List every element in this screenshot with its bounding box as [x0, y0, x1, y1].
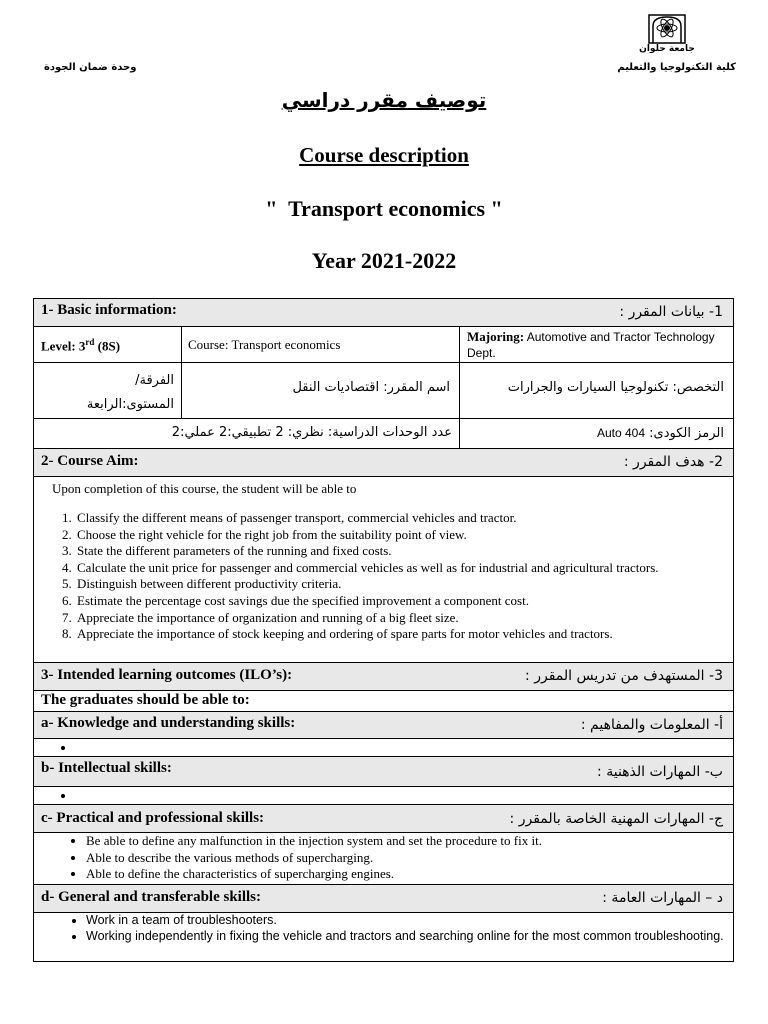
majoring-en: Majoring: Automotive and Tractor Technology Dept. — [467, 329, 715, 360]
general-heading-en: d- General and transferable skills: — [41, 889, 261, 905]
list-item — [76, 788, 716, 805]
general-heading-ar: د – المهارات العامة : — [602, 890, 723, 906]
general-list — [34, 913, 726, 944]
intellectual-heading-en: b- Intellectual skills: — [41, 760, 172, 776]
arabic-title: توصيف مقرر دراسي — [281, 88, 487, 112]
intellectual-content — [34, 787, 733, 805]
practical-heading-row — [34, 805, 733, 833]
intellectual-heading-row — [34, 757, 733, 787]
list-item: • Work in a team of troubleshooters. — [86, 913, 726, 929]
list-item: 5. Distinguish between different productivity criteria. — [75, 576, 747, 593]
list-item: 3. State the different parameters of the running and fixed costs. — [75, 543, 747, 560]
practical-heading-ar: ج- المهارات المهنية الخاصة بالمقرر : — [509, 811, 723, 827]
university-name: جامعة حلوان — [639, 44, 695, 54]
course-aim-heading-ar: 2- هدف المقرر : — [623, 454, 723, 470]
general-content — [34, 913, 733, 963]
list-item: • Able to define the characteristics of supercharging engines. — [86, 866, 726, 883]
knowledge-content — [34, 739, 733, 757]
units-ar: عدد الوحدات الدراسية: نظري: 2 تطبيقي:2 عملي:2 — [171, 425, 452, 440]
course-aim-heading-row — [34, 449, 733, 477]
list-item: • Working independently in fixing the vehicle and tractors and searching online for the most common troubleshooting. — [86, 929, 726, 945]
knowledge-heading-row — [34, 711, 733, 739]
list-item: 6. Estimate the percentage cost savings due the specified improvement a component cost. — [75, 593, 747, 610]
course-en: Course: Transport economics — [188, 337, 341, 352]
list-item — [76, 740, 716, 757]
course-spec-table — [33, 298, 734, 962]
basic-info-ar-row — [34, 363, 733, 419]
course-aim-heading-en: 2- Course Aim: — [41, 453, 139, 469]
general-heading-row — [34, 885, 733, 913]
level-ar: الفرقة/ المستوى:الرابعة — [86, 373, 174, 412]
ilos-heading-row — [34, 663, 733, 691]
faculty-name: كلية التكنولوجيا والتعليم — [617, 62, 736, 73]
list-item: 7. Appreciate the importance of organization and running of a big fleet size. — [75, 610, 747, 627]
practical-content — [34, 833, 733, 885]
course-ar: اسم المقرر: اقتصاديات النقل — [292, 380, 450, 395]
code-ar: الرمز الكودى: Auto 404 — [596, 426, 724, 441]
course-aim-list — [34, 510, 747, 643]
practical-list — [34, 833, 726, 883]
basic-info-heading-row — [34, 299, 733, 327]
intellectual-heading-ar: ب- المهارات الذهنية : — [597, 764, 723, 780]
list-item: 4. Calculate the unit price for passenger and commercial vehicles as well as for industrial and agricultural tractors. — [75, 560, 747, 577]
graduates-row — [34, 691, 733, 711]
specialization-ar: التخصص: تكنولوجيا السيارات والجرارات — [507, 380, 724, 395]
knowledge-heading-ar: أ- المعلومات والمفاهيم : — [580, 717, 723, 733]
ilos-heading-en: 3- Intended learning outcomes (ILO’s): — [41, 667, 293, 683]
list-item: • Be able to define any malfunction in the injection system and set the procedure to fix it. — [86, 833, 726, 850]
course-aim-intro: Upon completion of this course, the student will be able to — [52, 481, 357, 496]
list-item: 1. Classify the different means of passenger transport, commercial vehicles and tractor. — [75, 510, 747, 527]
course-name-title: " Transport economics " — [265, 196, 503, 221]
knowledge-list — [34, 740, 716, 757]
basic-info-en-row — [34, 327, 733, 363]
knowledge-heading-en: a- Knowledge and understanding skills: — [41, 715, 296, 731]
course-aim-content — [34, 477, 733, 663]
course-description-title: Course description — [299, 143, 469, 167]
units-code-row — [34, 419, 733, 449]
list-item: • Able to describe the various methods of supercharging. — [86, 850, 726, 867]
quality-unit: وحدة ضمان الجودة — [44, 62, 137, 73]
intellectual-list — [34, 788, 716, 805]
basic-info-heading-ar: 1- بيانات المقرر : — [619, 304, 723, 320]
university-logo — [648, 12, 686, 44]
graduates-text: The graduates should be able to: — [41, 692, 250, 708]
list-item: 8. Appreciate the importance of stock keeping and ordering of spare parts for motor vehicles and tractors. — [75, 626, 747, 643]
year-title: Year 2021-2022 — [311, 248, 457, 273]
list-item: 2. Choose the right vehicle for the right job from the suitability point of view. — [75, 527, 747, 544]
practical-heading-en: c- Practical and professional skills: — [41, 810, 265, 826]
basic-info-heading-en: 1- Basic information: — [41, 302, 177, 318]
level-en: Level: 3rd (8S) — [41, 337, 121, 354]
ilos-heading-ar: 3- المستهدف من تدريس المقرر : — [525, 668, 723, 684]
